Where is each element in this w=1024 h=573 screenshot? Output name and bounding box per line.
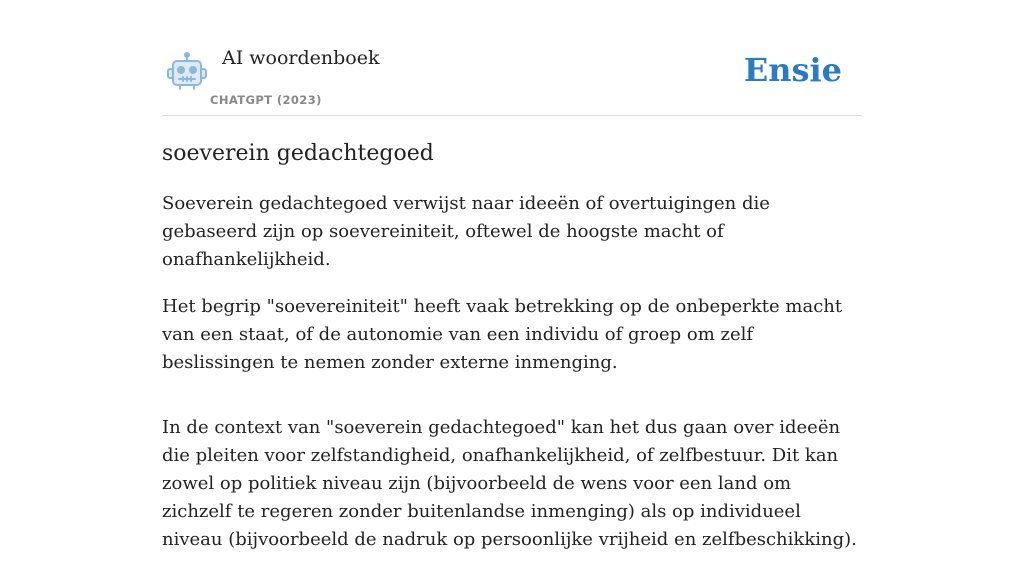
definition-paragraph: Soeverein gedachtegoed verwijst naar ideeën of overtuigingen die gebaseerd zijn op soevereiniteit, oftewel de hoogste macht of onafhankelijkheid.	[162, 193, 770, 270]
definition-paragraph: Het begrip "soevereiniteit" heeft vaak betrekking op de onbeperkte macht van een staat, of de autonomie van een individu of groep om zelf beslissingen te nemen zonder externe inmenging.	[162, 296, 843, 373]
dictionary-name: AI woordenboek	[222, 47, 380, 69]
source-label: CHATGPT (2023)	[210, 93, 322, 107]
ensie-site-link[interactable]: Ensie	[743, 51, 842, 89]
entry-title: soeverein gedachtegoed	[162, 141, 434, 166]
definition-paragraph: In de context van "soeverein gedachtegoed" kan het dus gaan over ideeën die pleiten voor zelfstandigheid, onafhankelijkheid, of zelfbestuur. Dit kan zowel op politiek niveau zijn (bijvoorbeeld de wens voor een land om zichzelf te regeren zonder buitenlandse inmenging) als op individueel niveau (bijvoorbeeld de nadruk op persoonlijke vrijheid en zelfbeschikking).	[162, 417, 857, 550]
dictionary-entry	[162, 137, 862, 573]
dictionary-header	[162, 40, 862, 116]
robot-icon[interactable]	[166, 52, 208, 92]
